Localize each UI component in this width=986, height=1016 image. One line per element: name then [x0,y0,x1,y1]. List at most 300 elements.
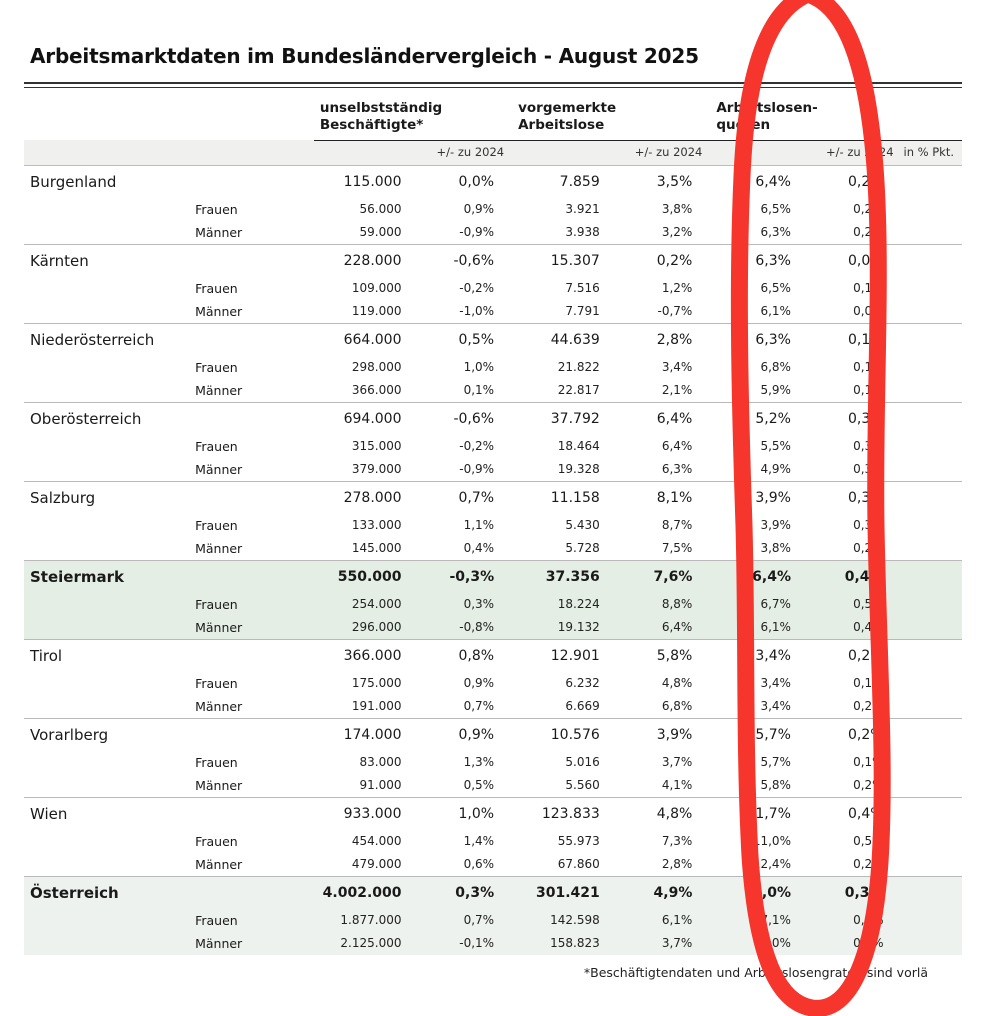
row-unemployed-change: 2,8% [618,323,711,356]
row-rate-change: 0,2% [853,699,884,714]
table-row [24,481,962,514]
row-employment-change: 0,7% [420,481,513,514]
table-header [24,88,962,165]
row-unemployed-change: 6,8% [661,699,693,714]
row-indent-spacer [24,774,195,798]
row-employment-change: 0,9% [420,718,513,751]
row-subgroup-spacer [195,323,314,356]
row-subgroup-label: Männer [195,777,243,793]
row-subgroup-label: Frauen [195,593,314,616]
row-rate-change: 0,2% [853,778,884,793]
row-unemployed-value: 6.232 [565,676,600,691]
row-unemployed-value: 11.158 [512,481,618,514]
row-indent-spacer [24,458,195,482]
row-subgroup-label: Männer [195,382,243,398]
row-unemployed-change: 7,6% [618,560,711,593]
row-end-spacer [902,774,962,798]
row-unemployed-value: 19.328 [557,462,600,477]
row-employment-change: -1,0% [459,304,495,319]
row-end-spacer [902,221,962,245]
row-indent-spacer [24,932,195,955]
row-employment-change: 1,0% [463,360,495,375]
row-unemployed-value: 22.817 [557,383,600,398]
row-rate-value: 3,4% [760,676,791,691]
table-row [24,514,962,537]
subheader-spacer-unemp [512,140,618,165]
group-header-unemployed-line2: Arbeitslose [518,116,605,133]
row-unemployed-change: -0,7% [657,304,693,319]
row-unemployed-change: 5,8% [618,639,711,672]
row-end-spacer [902,514,962,537]
row-rate-value: 6,5% [760,281,791,296]
row-rate-value: 3,9% [710,481,809,514]
row-employment-change: -0,3% [420,560,513,593]
row-employment-value: 694.000 [314,402,420,435]
row-end-spacer [902,481,962,514]
row-indent-spacer [24,830,195,853]
group-header-employment-line2: Beschäftigte* [319,116,424,133]
row-employment-change: 0,9% [463,676,495,691]
row-indent-spacer [24,514,195,537]
table-row [24,797,962,830]
row-region-label: Oberösterreich [24,402,195,435]
row-unemployed-change: 6,4% [618,402,711,435]
row-rate-change: 0,1% [853,383,884,398]
row-unemployed-change: 2,8% [661,857,693,872]
row-employment-value: 296.000 [314,616,420,640]
row-unemployed-value: 5.016 [565,755,600,770]
row-unemployed-value: 15.307 [512,244,618,277]
row-end-spacer [902,797,962,830]
row-region-label: Kärnten [24,244,195,277]
row-rate-change: 0,3% [853,462,884,477]
row-subgroup-label: Frauen [195,909,314,932]
row-unemployed-value: 142.598 [512,909,618,932]
row-unemployed-change: 3,5% [618,165,711,198]
table-row [24,356,962,379]
row-end-spacer [902,300,962,324]
row-employment-change: 0,9% [463,202,495,217]
row-unemployed-value: 5.728 [565,541,600,556]
row-indent-spacer [24,593,195,616]
row-indent-spacer [24,356,195,379]
row-rate-value: 6,8% [760,360,791,375]
row-unemployed-value: 18.224 [512,593,618,616]
row-rate-change: 0,1% [853,360,884,375]
row-end-spacer [902,695,962,719]
row-subgroup-label: Frauen [195,280,238,296]
row-rate-value: 5,9% [760,383,791,398]
row-indent-spacer [24,300,195,324]
row-rate-value: 5,7% [760,755,791,770]
row-subgroup-spacer [195,718,314,751]
row-employment-value: 1.877.000 [314,909,420,932]
subheader-spacer-sub [195,140,314,165]
row-rate-change: 0,0% [853,304,884,319]
row-rate-change: 0,2% [809,165,902,198]
table-row [24,221,962,245]
row-end-spacer [902,458,962,482]
row-employment-value: 664.000 [314,323,420,356]
row-unemployed-change: 1,2% [661,281,693,296]
row-unemployed-change: 7,5% [661,541,693,556]
row-employment-change: 0,4% [463,541,495,556]
row-rate-change: 0,4% [809,616,902,640]
row-subgroup-label: Männer [195,224,243,240]
row-employment-change: 1,4% [463,834,495,849]
row-rate-change: 0,4% [809,560,902,593]
row-unemployed-value: 158.823 [512,932,618,955]
row-subgroup-label: Frauen [195,675,238,691]
row-unemployed-change: 8,1% [618,481,711,514]
row-employment-value: 59.000 [359,225,402,240]
row-unemployed-change: 0,2% [618,244,711,277]
row-rate-value: 11,0% [752,834,791,849]
row-employment-change: 0,8% [420,639,513,672]
row-employment-change: -0,9% [459,225,495,240]
table-row [24,165,962,198]
row-end-spacer [902,379,962,403]
row-subgroup-label: Frauen [195,438,238,454]
row-rate-value: 7,1% [710,909,809,932]
row-indent-spacer [24,853,195,877]
row-employment-value: 2.125.000 [314,932,420,955]
row-rate-change: 0,2% [809,639,902,672]
row-unemployed-value: 3.921 [565,202,600,217]
row-employment-value: 278.000 [314,481,420,514]
table-row [24,593,962,616]
row-employment-change: 0,7% [463,699,495,714]
row-employment-value: 83.000 [359,755,402,770]
sub-header-row [24,140,962,165]
row-end-spacer [902,537,962,561]
table-row [24,402,962,435]
row-employment-value: 109.000 [351,281,402,296]
row-rate-change: 0,3% [853,439,884,454]
row-rate-value: 5,7% [710,718,809,751]
row-employment-change: 0,6% [463,857,495,872]
row-end-spacer [902,323,962,356]
row-unemployed-value: 19.132 [512,616,618,640]
row-employment-change: -0,2% [459,439,495,454]
row-end-spacer [902,356,962,379]
row-end-spacer [902,830,962,853]
row-employment-value: 91.000 [359,778,402,793]
table-row [24,379,962,403]
row-employment-value: 115.000 [314,165,420,198]
header-spacer-sub [195,88,314,140]
group-header-row [24,88,962,140]
row-rate-value: 6,5% [760,202,791,217]
group-header-unemployed-line1: vorgemerkte [518,100,617,116]
row-employment-value: 145.000 [351,541,402,556]
row-employment-value: 4.002.000 [314,876,420,909]
row-employment-value: 298.000 [351,360,402,375]
row-unemployed-change: 7,3% [661,834,693,849]
row-employment-change: 0,3% [420,593,513,616]
row-rate-change: 0,1% [809,323,902,356]
row-rate-value: 7,0% [710,876,809,909]
row-subgroup-label: Männer [195,303,243,319]
row-unemployed-value: 5.560 [565,778,600,793]
row-end-spacer [902,593,962,616]
row-end-spacer [902,277,962,300]
row-employment-change: -0,6% [420,244,513,277]
subheader-rate-change: +/- zu 2024 [809,140,902,165]
row-employment-value: 933.000 [314,797,420,830]
group-header-unemployed [512,88,710,140]
row-employment-change: 0,0% [420,165,513,198]
row-rate-value: 6,3% [710,244,809,277]
row-indent-spacer [24,277,195,300]
row-subgroup-spacer [195,402,314,435]
row-subgroup-label: Männer [195,856,243,872]
row-end-spacer [902,244,962,277]
row-indent-spacer [24,198,195,221]
row-indent-spacer [24,435,195,458]
header-spacer-end [902,88,962,140]
row-unemployed-value: 18.464 [557,439,600,454]
row-region-label: Tirol [24,639,195,672]
table-row [24,751,962,774]
row-unemployed-change: 4,8% [661,676,693,691]
row-rate-value: 3,4% [760,699,791,714]
row-unemployed-change: 3,8% [661,202,693,217]
row-rate-change: 0,3% [809,402,902,435]
row-subgroup-spacer [195,165,314,198]
row-subgroup-spacer [195,639,314,672]
row-unemployed-value: 67.860 [557,857,600,872]
row-end-spacer [902,435,962,458]
row-rate-value: 11,7% [710,797,809,830]
row-rate-value: 7,0% [710,932,809,955]
row-unemployed-change: 2,1% [661,383,693,398]
row-unemployed-change: 6,1% [618,909,711,932]
row-unemployed-value: 44.639 [512,323,618,356]
table-row [24,300,962,324]
table-row [24,932,962,955]
row-employment-value: 133.000 [351,518,402,533]
row-rate-value: 6,4% [710,560,809,593]
row-end-spacer [902,853,962,877]
row-rate-value: 3,8% [760,541,791,556]
row-rate-change: 0,5% [853,834,884,849]
row-unemployed-change: 6,4% [661,439,693,454]
row-indent-spacer [24,616,195,640]
row-rate-value: 3,4% [710,639,809,672]
row-employment-value: 454.000 [351,834,402,849]
row-rate-change: 0,5% [809,593,902,616]
row-unemployed-value: 5.430 [565,518,600,533]
row-unemployed-value: 6.669 [565,699,600,714]
row-rate-value: 6,1% [710,616,809,640]
row-rate-change: 0,4% [809,797,902,830]
row-rate-change: 0,0% [809,244,902,277]
table-row [24,198,962,221]
row-end-spacer [902,402,962,435]
table-row [24,774,962,798]
subheader-rate-points: in % Pkt. [902,140,962,165]
group-header-rate-line1: Arbeitslosen- [716,100,818,116]
table-row [24,616,962,640]
row-end-spacer [902,909,962,932]
row-rate-change: 0,2% [809,718,902,751]
row-region-label: Niederösterreich [24,323,195,356]
table-row [24,458,962,482]
row-rate-value: 5,8% [760,778,791,793]
row-unemployed-change: 4,9% [618,876,711,909]
row-region-label: Vorarlberg [24,718,195,751]
row-rate-value: 5,5% [760,439,791,454]
row-employment-change: 0,1% [463,383,495,398]
row-employment-change: 1,3% [463,755,495,770]
row-rate-value: 6,7% [710,593,809,616]
row-unemployed-value: 7.516 [565,281,600,296]
row-end-spacer [902,718,962,751]
row-unemployed-value: 301.421 [512,876,618,909]
subheader-spacer-name [24,140,195,165]
row-region-label: Burgenland [24,165,195,198]
row-end-spacer [902,198,962,221]
row-unemployed-change: 6,3% [661,462,693,477]
group-header-employment-line1: unselbstständig [319,100,443,116]
table-row [24,672,962,695]
row-subgroup-spacer [195,481,314,514]
row-employment-value: 366.000 [351,383,402,398]
row-employment-change: -0,2% [459,281,495,296]
row-rate-change: 0,2% [853,225,884,240]
table-row [24,876,962,909]
row-unemployed-value: 55.973 [557,834,600,849]
row-indent-spacer [24,751,195,774]
row-employment-change: 0,5% [463,778,495,793]
table-body [24,165,962,955]
row-unemployed-value: 12.901 [512,639,618,672]
row-subgroup-spacer [195,244,314,277]
row-unemployed-value: 3.938 [565,225,600,240]
row-employment-change: 0,7% [420,909,513,932]
row-subgroup-label: Frauen [195,833,238,849]
row-end-spacer [902,616,962,640]
row-employment-value: 550.000 [314,560,420,593]
row-employment-value: 175.000 [351,676,402,691]
row-rate-change: 0,2% [853,857,884,872]
row-subgroup-spacer [195,560,314,593]
row-employment-change: 1,1% [463,518,495,533]
row-end-spacer [902,932,962,955]
row-subgroup-label: Männer [195,698,243,714]
row-rate-value: 5,2% [710,402,809,435]
row-employment-change: -0,6% [420,402,513,435]
row-indent-spacer [24,379,195,403]
row-rate-value: 6,3% [710,323,809,356]
row-subgroup-label: Frauen [195,517,238,533]
row-indent-spacer [24,221,195,245]
row-rate-change: 0,1% [853,755,884,770]
row-employment-change: -0,9% [459,462,495,477]
row-unemployed-change: 3,7% [618,932,711,955]
row-subgroup-label: Männer [195,461,243,477]
subheader-emp-change: +/- zu 2024 [420,140,513,165]
row-unemployed-value: 21.822 [557,360,600,375]
subheader-unemp-change: +/- zu 2024 [618,140,711,165]
row-rate-change: 0,3% [809,876,902,909]
row-unemployed-value: 123.833 [512,797,618,830]
table-row [24,718,962,751]
row-subgroup-label: Männer [195,932,314,955]
row-employment-value: 379.000 [351,462,402,477]
row-unemployed-value: 7.859 [512,165,618,198]
row-unemployed-change: 3,7% [661,755,693,770]
row-rate-value: 4,9% [760,462,791,477]
table-row [24,244,962,277]
row-unemployed-value: 10.576 [512,718,618,751]
table-row [24,537,962,561]
row-rate-change: 0,3% [809,481,902,514]
row-employment-change: -0,8% [420,616,513,640]
table-row [24,853,962,877]
row-end-spacer [902,560,962,593]
table-footnote: *Beschäftigtendaten und Arbeitslosengraten sind vorlä [583,964,928,980]
row-unemployed-change: 3,4% [661,360,693,375]
table-row [24,909,962,932]
row-rate-value: 6,1% [760,304,791,319]
row-rate-value: 12,4% [752,857,791,872]
row-unemployed-change: 6,4% [618,616,711,640]
row-rate-change: 0,1% [853,281,884,296]
row-rate-value: 3,9% [760,518,791,533]
row-unemployed-value: 37.792 [512,402,618,435]
table-row [24,639,962,672]
row-rate-change: 0,2% [853,202,884,217]
row-unemployed-change: 4,1% [661,778,693,793]
row-rate-change: 0,2% [853,541,884,556]
row-employment-value: 174.000 [314,718,420,751]
table-row [24,560,962,593]
table-row [24,695,962,719]
page-title: Arbeitsmarktdaten im Bundesländervergleich - August 2025 [30,44,699,68]
row-subgroup-label: Frauen [195,201,238,217]
row-employment-change: 1,0% [420,797,513,830]
row-employment-value: 228.000 [314,244,420,277]
row-end-spacer [902,876,962,909]
table-row [24,277,962,300]
row-subgroup-label: Frauen [195,359,238,375]
row-indent-spacer [24,537,195,561]
row-subgroup-label: Frauen [195,754,238,770]
header-spacer-name [24,88,195,140]
row-indent-spacer [24,695,195,719]
row-subgroup-label: Männer [195,540,243,556]
row-region-label: Österreich [24,876,195,909]
row-employment-value: 315.000 [351,439,402,454]
row-end-spacer [902,751,962,774]
group-header-employment [314,88,512,140]
row-unemployed-change: 8,8% [618,593,711,616]
row-rate-value: 6,3% [760,225,791,240]
row-subgroup-spacer [195,797,314,830]
row-indent-spacer [24,909,195,932]
subheader-spacer-rate [710,140,809,165]
row-unemployed-change: 3,9% [618,718,711,751]
table-row [24,830,962,853]
labour-market-table [24,88,962,955]
row-unemployed-value: 7.791 [565,304,600,319]
row-employment-value: 366.000 [314,639,420,672]
table-row [24,435,962,458]
row-region-label: Salzburg [24,481,195,514]
row-rate-change: 0,3% [809,909,902,932]
